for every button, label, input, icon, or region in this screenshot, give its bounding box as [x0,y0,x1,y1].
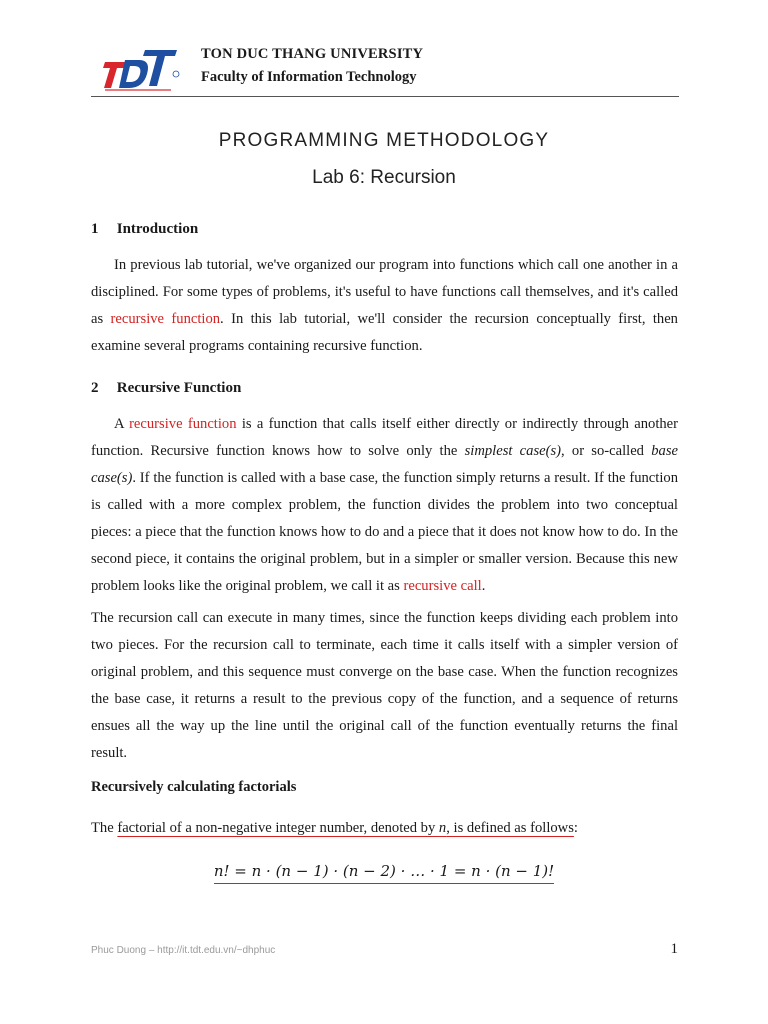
document-title: PROGRAMMING METHODOLOGY [218,130,550,151]
highlight-term: recursive call [403,578,482,594]
text-run: factorial of a non-negative integer number, denoted by [117,820,439,836]
recursion-call-paragraph: The recursion call can execute in many times, since the function keeps dividing each problem into two pieces. For the recursion call to terminate, each time it calls itself with a simpler version of original problem, and this sequence must converge on the base case. When the function recognizes the base case, it returns a result to the previous copy of the function, and a sequence of returns ensues all the way up the line until the original call of the function eventually returns the final result. [91,610,678,761]
text-run: The [91,820,118,836]
section-number: 2 [91,380,99,396]
header-divider [91,96,679,97]
factorial-definition [91,820,578,837]
emphasis-term: simplest case(s) [464,443,562,459]
faculty-name: Faculty of Information Technology [201,69,417,85]
text-run: . If the function is called with a base case, the function simply returns a result. If the function is called with a more complex problem, the function divides the problem into two conceptual pieces: a piece that the function knows how to do and a piece that it does not know how to do. In the second piece, it contains the original problem, but in a simpler or smaller version. Because this new problem looks like the original problem, we call it as [91,470,678,594]
factorial-formula [0,862,768,880]
formula-text: n! = n · (n − 1) · (n − 2) · … · 1 = n · (n − 1)! [214,862,554,884]
text-run: A [114,416,130,432]
recursive-function-paragraph [91,411,678,600]
text-run: , is defined as follows [446,820,574,836]
variable-n: n [438,820,447,836]
footer-author: Phuc Duong – http://it.tdt.edu.vn/~dhphuc [91,945,276,956]
text-run: . [481,578,486,594]
emphasis-term: base case(s) [91,443,678,486]
text-run: : [573,820,578,836]
highlight-term: recursive function [110,311,221,327]
text-run: . In this lab tutorial, we'll consider the recursion conceptually first, then examine several programs containing recursive function. [91,311,678,354]
text-run: , or so-called [561,443,652,459]
text-run: In previous lab tutorial, we've organized our program into functions which call one another in a disciplined. For some types of problems, it's useful to have functions call themselves, and it's called as [91,257,678,327]
section-number: 1 [91,221,99,237]
section-2-heading [91,380,241,397]
section-1-heading [91,221,198,238]
text-run: is a function that calls itself either directly or indirectly through another function. Recursive function knows how to solve only the [91,416,679,459]
underlined-definition [117,820,574,836]
section-title: Introduction [116,221,199,237]
university-logo [101,44,181,92]
section-title: Recursive Function [116,380,242,396]
document-subtitle: Lab 6: Recursion [312,167,456,188]
factorial-subheading: Recursively calculating factorials [91,779,297,795]
university-name: TON DUC THANG UNIVERSITY [201,46,424,62]
introduction-paragraph [91,252,678,360]
highlight-term: recursive function [129,416,237,432]
page-number: 1 [670,941,678,957]
